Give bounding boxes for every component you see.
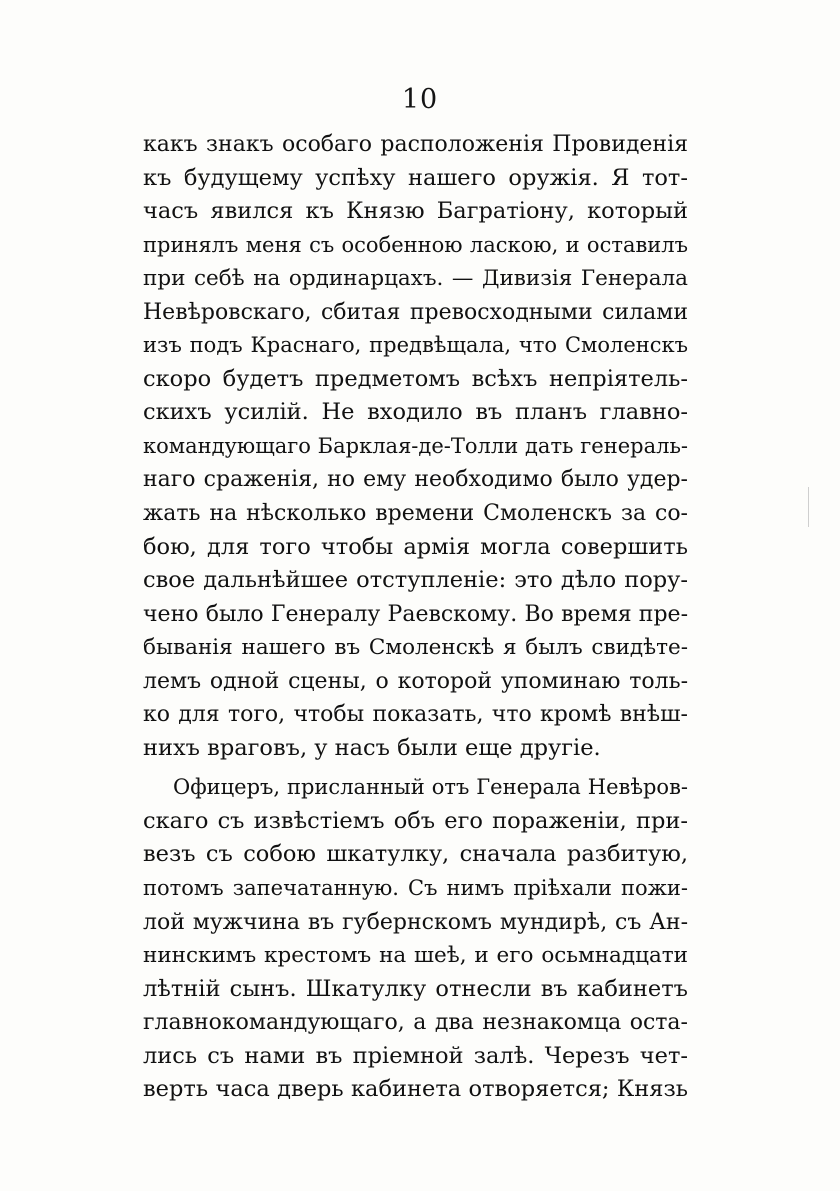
scan-margin-mark — [808, 487, 809, 527]
text-line: скоро будетъ предметомъ всѣхъ непріятель- — [143, 365, 688, 392]
text-line: къ будущему успѣху нашего оружія. Я тот- — [143, 164, 688, 191]
text-line: везъ съ собою шкатулку, сначала разбитую, — [143, 841, 688, 868]
text-line: лѣтній сынъ. Шкатулку отнесли въ кабинетъ — [143, 975, 688, 1002]
text-line: бою, для того чтобы армія могла совершить — [143, 533, 688, 560]
text-line: Невѣровскаго, сбитая превосходными силами — [143, 299, 688, 325]
body-text — [143, 128, 688, 1107]
text-line: при себѣ на ординарцахъ. — Дивизія Генерала — [143, 266, 688, 292]
text-line: нихъ враговъ, у насъ были еще другіе. — [143, 734, 601, 761]
text-line: лой мужчина въ губернскомъ мундирѣ, съ Ан- — [143, 909, 688, 935]
text-line: принялъ меня съ особенною ласкою, и оставилъ — [143, 232, 688, 257]
text-line: часъ явился къ Князю Багратіону, который — [143, 198, 688, 225]
text-line: чено было Генералу Раевскому. Во время пре- — [143, 601, 688, 627]
text-line: нинскимъ крестомъ на шеѣ, и его осьмнадцати — [143, 943, 688, 969]
paragraph-1 — [143, 128, 688, 765]
text-line: лемъ одной сцены, о которой упоминаю толь- — [143, 668, 688, 694]
text-line: Офицеръ, присланный отъ Генерала Невѣров- — [173, 775, 688, 800]
text-line: наго сраженія, но ему необходимо было удер- — [143, 467, 688, 493]
text-line: быванія нашего въ Смоленскѣ я былъ свидѣте- — [143, 635, 688, 661]
text-line: командующаго Барклая-де-Толли дать генераль- — [143, 433, 688, 458]
text-line: скихъ усилій. Не входило въ планъ главно- — [143, 399, 688, 426]
text-line: скаго съ извѣстіемъ объ его пораженіи, при- — [143, 807, 688, 834]
text-line: жать на нѣсколько времени Смоленскъ за со- — [143, 501, 688, 527]
text-line: какъ знакъ особаго расположенія Провиденія — [143, 132, 688, 157]
text-line: ко для того, чтобы показать, что кромѣ внѣш- — [143, 702, 688, 728]
text-line: верть часа дверь кабинета отворяется; Князь — [143, 1076, 688, 1103]
text-line: свое дальнѣйшее отступленіе: это дѣло пору- — [143, 567, 688, 594]
text-line: изъ подъ Краснаго, предвѣщала, что Смоленскъ — [143, 333, 688, 358]
page-number: 10 — [401, 84, 439, 115]
paragraph-2 — [143, 771, 688, 1106]
text-line: главнокомандующаго, а два незнакомца оста- — [143, 1010, 688, 1036]
text-line: лись съ нами въ пріемной залѣ. Черезъ чет- — [143, 1042, 688, 1069]
text-line: потомъ запечатанную. Съ нимъ пріѣхали пожи- — [143, 876, 688, 901]
